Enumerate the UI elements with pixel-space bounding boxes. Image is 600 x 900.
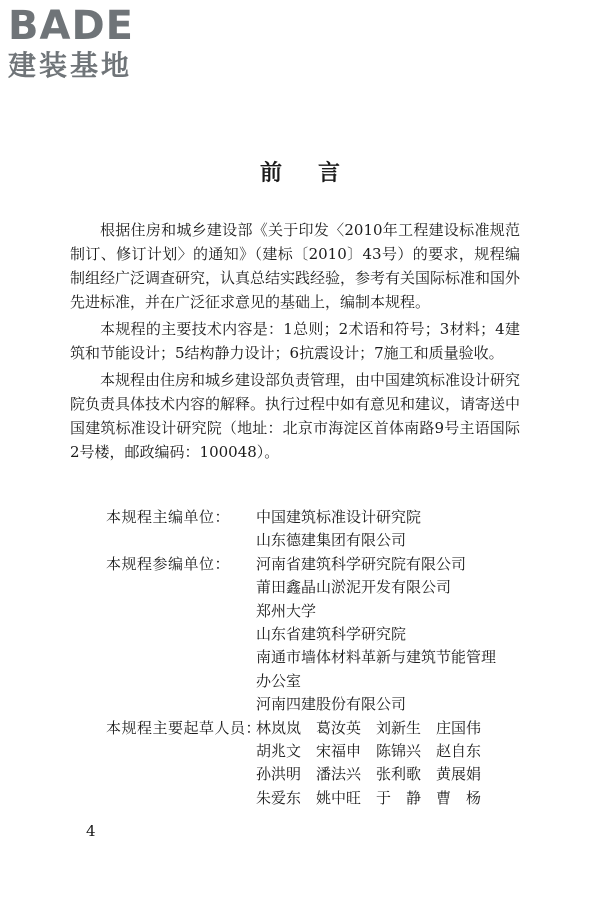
drafter-name: 陈锦兴 xyxy=(376,742,422,761)
participating-unit: 办公室 xyxy=(256,671,302,690)
participating-units-label: 本规程参编单位： xyxy=(106,554,231,573)
participating-unit: 山东省建筑科学研究院 xyxy=(256,625,407,644)
drafter-name: 庄国伟 xyxy=(436,718,482,737)
logo-wordmark: BADE xyxy=(8,3,134,49)
drafter-name: 赵自东 xyxy=(436,742,482,761)
logo-subtitle: 建装基地 xyxy=(8,49,133,82)
paragraph-management: 本规程由住房和城乡建设部负责管理，由中国建筑标准设计研究院负责具体技术内容的解释。执行过程中如有意见和建议，请寄送中国建筑标准设计研究院（地址：北京市海淀区首体南路9号主语国际2号楼，邮政编码：100048）。 xyxy=(70,371,521,461)
page-title: 前言 xyxy=(259,160,376,186)
paragraph-origin: 根据住房和城乡建设部《关于印发〈2010年工程建设标准规范制订、修订计划〉的通知》（建标〔2010〕43号）的要求，规程编制组经广泛调查研究，认真总结实践经验，参考有关国际标准和国外先进标准，并在广泛征求意见的基础上，编制本规程。 xyxy=(70,221,521,311)
participating-unit: 莆田鑫晶山淤泥开发有限公司 xyxy=(256,578,452,597)
drafter-name: 潘法兴 xyxy=(316,765,362,784)
chief-editors-label: 本规程主编单位： xyxy=(106,508,231,526)
drafter-name: 姚中旺 xyxy=(316,788,362,807)
drafter-name: 林岚岚 xyxy=(256,718,302,737)
chief-editor-unit: 中国建筑标准设计研究院 xyxy=(256,508,422,526)
participating-units-list xyxy=(256,553,526,717)
drafter-name: 葛汝英 xyxy=(316,718,362,737)
drafter-name: 曹 杨 xyxy=(436,788,482,807)
drafters-list xyxy=(256,717,526,811)
chief-editors-row xyxy=(106,506,526,553)
contributors-roster xyxy=(106,506,526,810)
participating-unit: 南通市墙体材料革新与建筑节能管理 xyxy=(256,648,497,667)
participating-unit: 河南省建筑科学研究院有限公司 xyxy=(256,554,467,573)
drafter-name: 刘新生 xyxy=(376,718,422,737)
chief-editor-unit: 山东德建集团有限公司 xyxy=(256,531,407,550)
drafter-name: 宋福申 xyxy=(316,742,362,761)
drafters-label: 本规程主要起草人员： xyxy=(106,718,262,737)
drafter-name: 张利歌 xyxy=(376,765,422,784)
chief-editors-list xyxy=(256,506,526,553)
page-number: 4 xyxy=(86,822,96,840)
participating-units-row xyxy=(106,553,526,717)
preface-body xyxy=(70,218,520,467)
drafter-name: 胡兆文 xyxy=(256,742,302,761)
drafter-name: 黄展娟 xyxy=(436,765,482,784)
participating-unit: 河南四建股份有限公司 xyxy=(256,695,407,714)
paragraph-contents: 本规程的主要技术内容是：1总则；2术语和符号；3材料；4建筑和节能设计；5结构静力设计；6抗震设计；7施工和质量验收。 xyxy=(70,320,520,362)
drafter-name: 于 静 xyxy=(376,788,422,807)
drafter-name: 孙洪明 xyxy=(256,765,302,784)
bade-logo xyxy=(8,4,178,88)
participating-unit: 郑州大学 xyxy=(256,601,317,620)
drafter-name: 朱爱东 xyxy=(256,788,302,807)
drafters-row xyxy=(106,717,526,811)
